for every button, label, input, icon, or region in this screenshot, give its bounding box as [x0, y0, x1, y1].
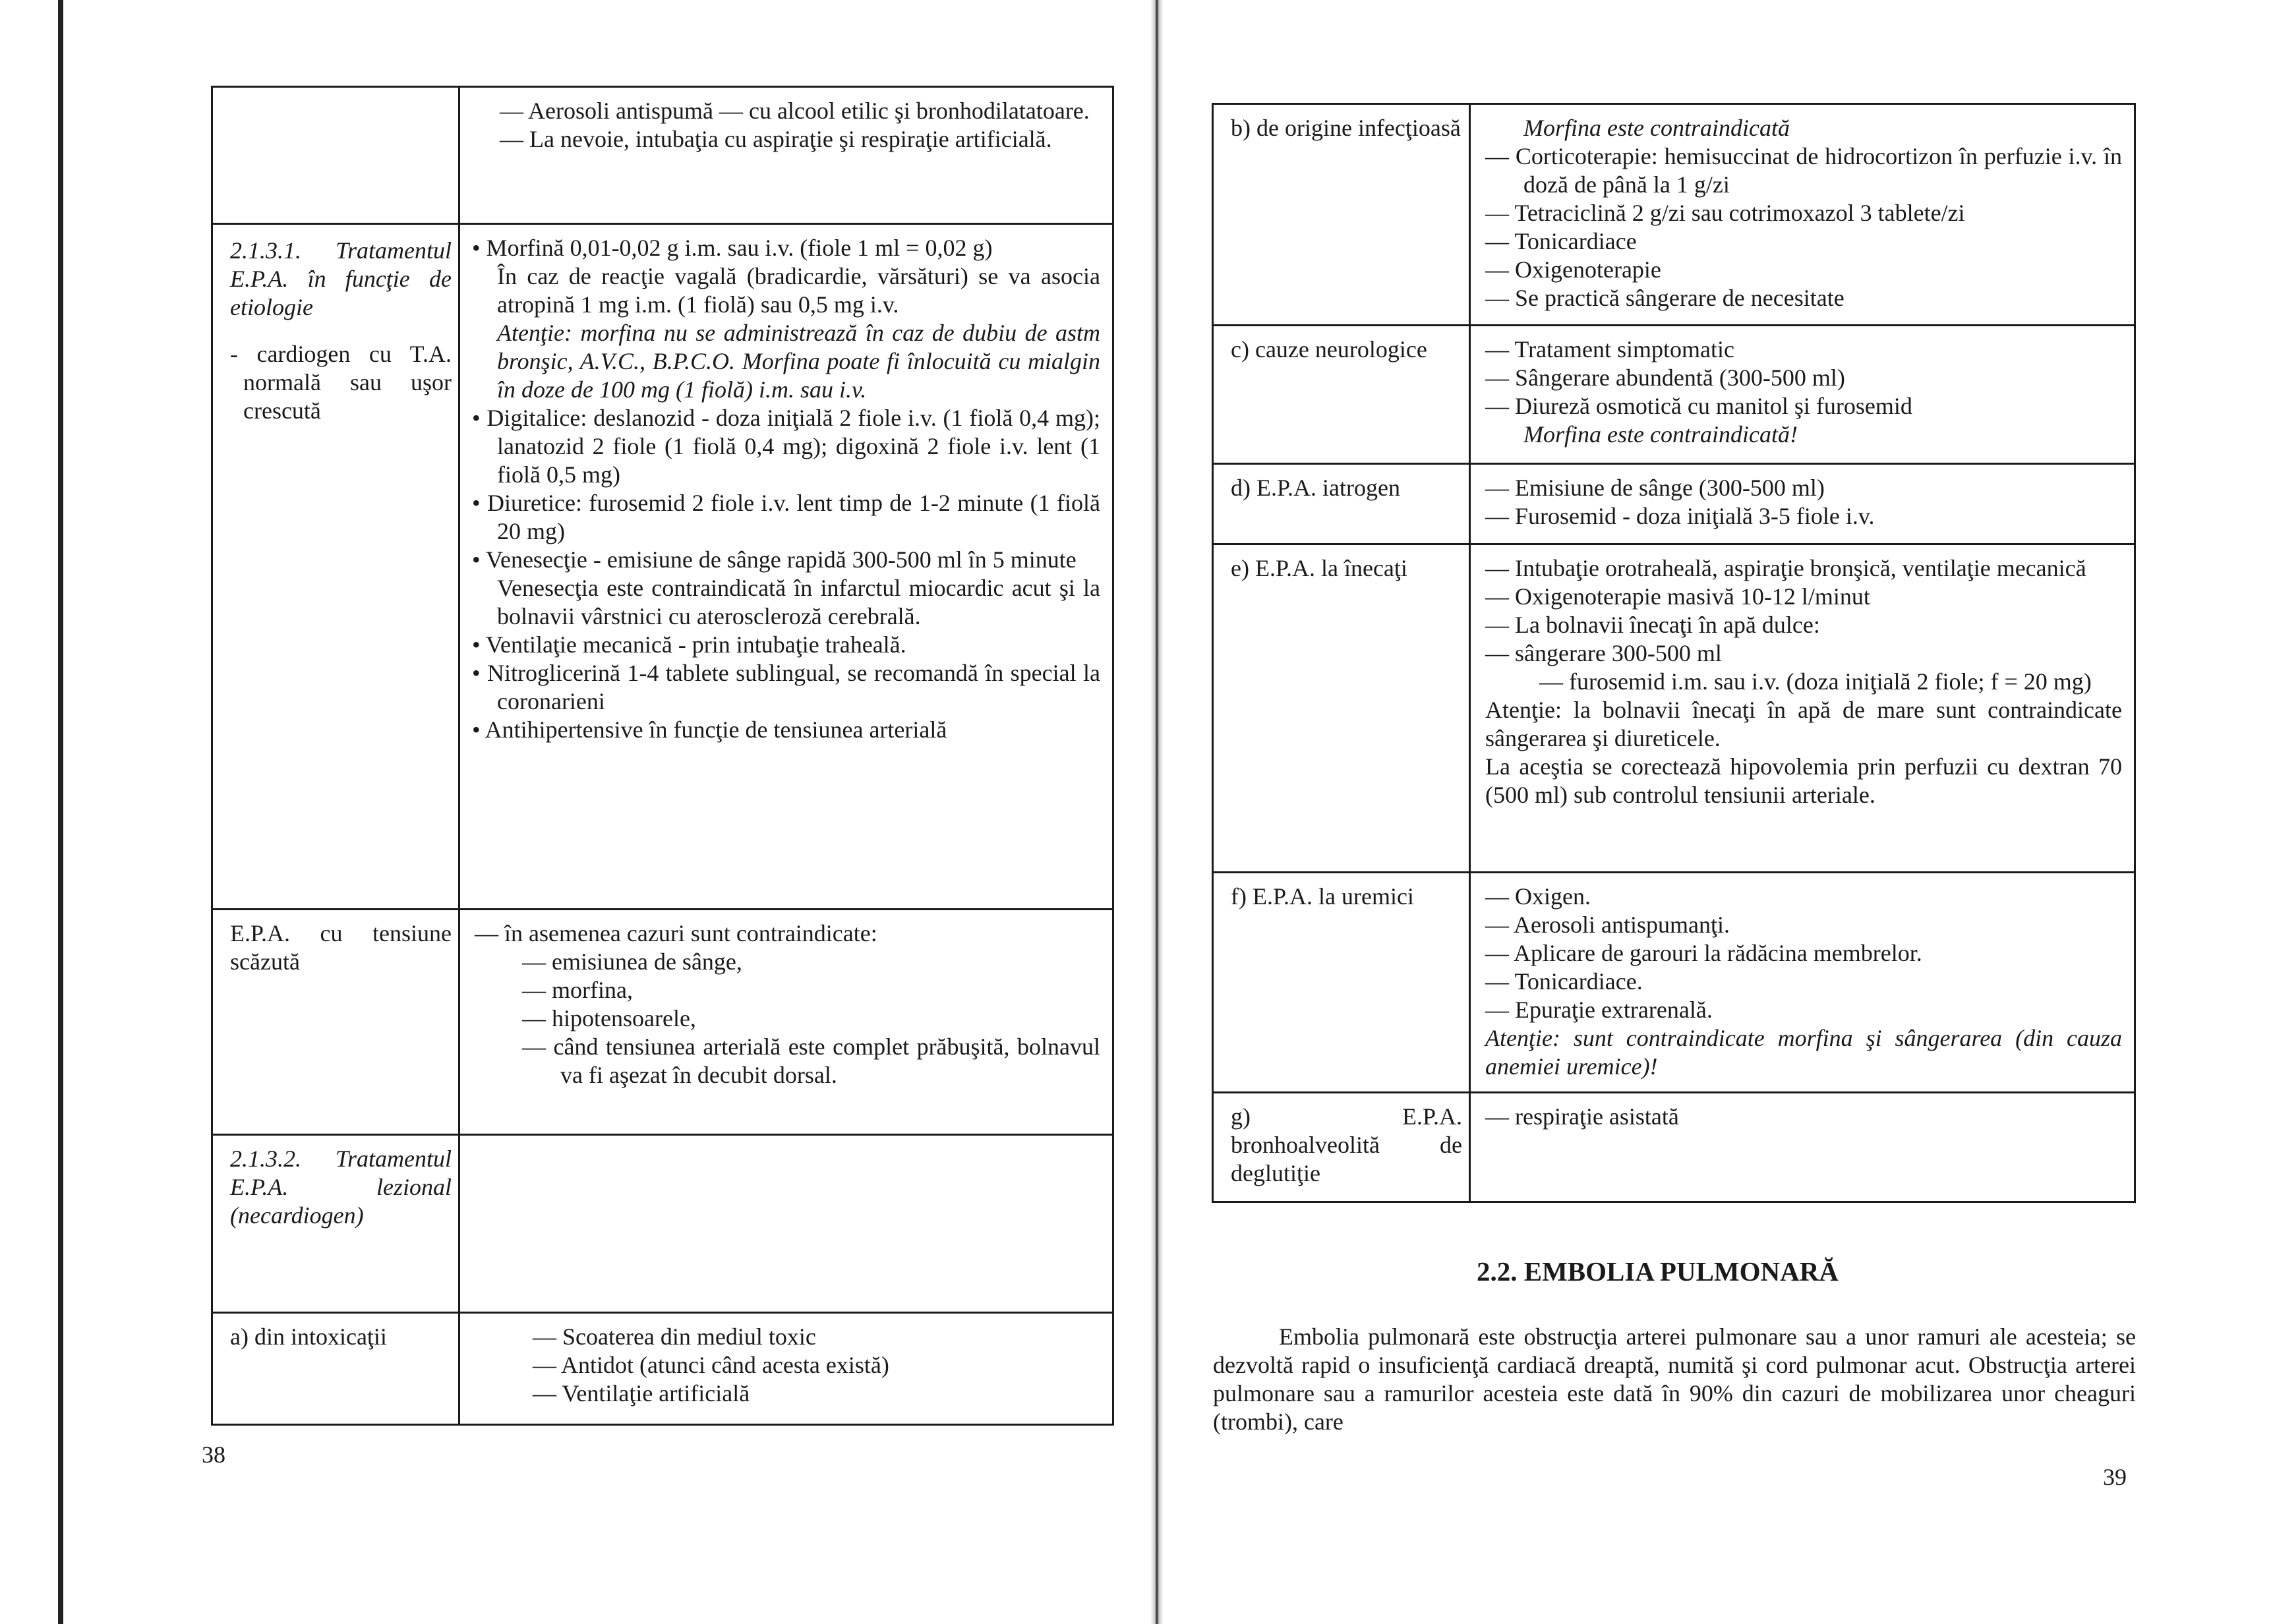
list-item: — sângerare 300-500 ml: [1485, 640, 1722, 666]
row-content: [1470, 1093, 2135, 1202]
table-row: [1213, 326, 2135, 464]
list-item: — Diureză osmotică cu manitol şi furosemid: [1485, 393, 1912, 419]
row-label-text: d) E.P.A. iatrogen: [1231, 475, 1400, 501]
row-content: [459, 87, 1113, 224]
list-item: La aceştia se corectează hipovolemia prin perfuzii cu dextran 70 (500 ml) sub controlul tensiunii arteriale.: [1485, 753, 2122, 808]
table-row: [1213, 104, 2135, 326]
row-label-text: e) E.P.A. la înecaţi: [1231, 555, 1407, 581]
row-content: [459, 224, 1113, 910]
list-item: — Tonicardiace: [1485, 228, 1637, 254]
list-item: — respiraţie asistată: [1485, 1103, 1679, 1130]
list-item: — Aerosoli antispumanţi.: [1485, 912, 1730, 938]
left-treatment-table: [211, 86, 1114, 1426]
table-row: [212, 910, 1113, 1135]
table-row: [212, 1135, 1113, 1313]
list-item: În caz de reacţie vagală (bradicardie, vărsături) se va asocia atropină 1 mg i.m. (1 fiolă) sau 0,5 mg i.v.: [497, 263, 1100, 318]
list-item: — Ventilaţie artificială: [533, 1380, 750, 1406]
row-label: [1213, 104, 1470, 326]
list-item: — Epuraţie extrarenală.: [1485, 997, 1713, 1023]
list-item: — Oxigen.: [1485, 883, 1591, 910]
list-item: — când tensiunea arterială este complet prăbuşită, bolnavul va fi aşezat în decubit dorsal.: [522, 1033, 1100, 1088]
list-item: — emisiunea de sânge,: [522, 948, 742, 975]
warning-note: Atenţie: morfina nu se administrează în caz de dubiu de astm bronşic, A.V.C., B.P.C.O. Morfina poate fi înlocuită cu mialgin în doze de 100 mg (1 fiolă) i.m. sau i.v.: [497, 320, 1100, 403]
list-item: • Antihipertensive în funcţie de tensiunea arterială: [472, 716, 947, 743]
list-item: — Intubaţie orotraheală, aspiraţie bronşică, ventilaţie mecanică: [1485, 555, 2086, 581]
list-item: • Ventilaţie mecanică - prin intubaţie traheală.: [472, 631, 906, 658]
list-item: — Tratament simptomatic: [1485, 336, 1734, 362]
row-label: [212, 87, 459, 224]
table-row: [212, 224, 1113, 910]
row-label: [212, 224, 459, 910]
row-label: [212, 910, 459, 1135]
row-content: [1470, 326, 2135, 464]
table-row: [1213, 464, 2135, 544]
row-label: [1213, 464, 1470, 544]
list-item: — în asemenea cazuri sunt contraindicate:: [475, 920, 877, 946]
body-paragraph: Embolia pulmonară este obstrucţia arterei pulmonare sau a unor ramuri ale acesteia; se dezvoltă rapid o insuficienţă cardiacă dreaptă, numită şi cord pulmonar acut. Obstrucţia arterei pulmonare sau a ramurilor acesteia este dată în 90% din cazuri de mobilizarea unor cheaguri (trombi), care: [1213, 1323, 2136, 1435]
list-item: — morfina,: [522, 977, 633, 1003]
row-content: [1470, 873, 2135, 1093]
list-item: — Aerosoli antispumă — cu alcool etilic şi bronhodilatatoare.: [500, 98, 1090, 124]
list-item: — Tetraciclină 2 g/zi sau cotrimoxazol 3 tablete/zi: [1485, 200, 1965, 226]
row-content: [1470, 544, 2135, 873]
right-treatment-table: [1212, 103, 2136, 1203]
row-content: [459, 1135, 1113, 1313]
list-item: — Se practică sângerare de necesitate: [1485, 285, 1845, 311]
list-item: — Oxigenoterapie masivă 10-12 l/minut: [1485, 583, 1870, 610]
row-label: [1213, 873, 1470, 1093]
list-item: — Furosemid - doza iniţială 3-5 fiole i.v.: [1485, 503, 1875, 529]
list-item: — Aplicare de garouri la rădăcina membrelor.: [1485, 940, 1922, 966]
warning-note: Morfina este contraindicată: [1523, 115, 1790, 141]
list-item: — Tonicardiace.: [1485, 968, 1643, 995]
row-label-text: a) din intoxicaţii: [230, 1323, 387, 1350]
list-item: — Sângerare abundentă (300-500 ml): [1485, 364, 1845, 391]
table-row: [212, 1313, 1113, 1425]
list-item: — Corticoterapie: hemisuccinat de hidrocortizon în perfuzie i.v. în doză de până la 1 g/zi: [1485, 143, 2122, 198]
table-row: [1213, 873, 2135, 1093]
page-number-right: 39: [2103, 1464, 2127, 1490]
table-row: [1213, 1093, 2135, 1202]
list-item: Venesecţia este contraindicată în infarctul miocardic acut şi la bolnavii vârstnici cu ateroscleroză cerebrală.: [497, 575, 1100, 629]
list-item: • Morfină 0,01-0,02 g i.m. sau i.v. (fiole 1 ml = 0,02 g): [472, 235, 993, 261]
list-item: — Scoaterea din mediul toxic: [533, 1323, 816, 1350]
list-item: • Digitalice: deslanozid - doza iniţială 2 fiole i.v. (1 fiolă 0,4 mg); lanatozid 2 fiole (1 fiolă 0,4 mg); digoxină 2 fiole i.v. lent (1 fiolă 0,5 mg): [472, 405, 1100, 488]
row-label-text: c) cauze neurologice: [1231, 336, 1427, 362]
book-gutter: [1150, 0, 1164, 1624]
list-item: — La nevoie, intubaţia cu aspiraţie şi respiraţie artificială.: [500, 126, 1052, 152]
table-row: [212, 87, 1113, 224]
list-item: • Nitroglicerină 1-4 tablete sublingual, se recomandă în special la coronarieni: [472, 660, 1100, 714]
list-item: • Venesecţie - emisiune de sânge rapidă 300-500 ml în 5 minute: [472, 546, 1077, 573]
row-label-text: g) E.P.A. bronhoalveolită de deglutiţie: [1231, 1103, 1462, 1186]
row-label-text: E.P.A. cu tensiune scăzută: [230, 920, 452, 975]
row-label: [212, 1135, 459, 1313]
list-item: — Emisiune de sânge (300-500 ml): [1485, 475, 1825, 501]
row-sublabel: - cardiogen cu T.A. normală sau uşor crescută: [230, 341, 452, 424]
list-item: — Antidot (atunci când acesta există): [533, 1352, 889, 1378]
page-number-left: 38: [202, 1441, 225, 1468]
warning-note: Atenţie: sunt contraindicate morfina şi sângerarea (din cauza anemiei uremice)!: [1485, 1025, 2122, 1080]
row-content: [459, 1313, 1113, 1425]
row-label: [1213, 1093, 1470, 1202]
row-label: [1213, 544, 1470, 873]
row-content: [1470, 464, 2135, 544]
row-label: [212, 1313, 459, 1425]
list-item: — La bolnavii înecaţi în apă dulce:: [1485, 612, 1820, 638]
table-row: [1213, 544, 2135, 873]
subsection-heading: 2.1.3.1. Tratamentul E.P.A. în funcţie de etiologie: [230, 237, 452, 320]
subsection-heading: 2.1.3.2. Tratamentul E.P.A. lezional (necardiogen): [230, 1146, 452, 1229]
row-content: [459, 910, 1113, 1135]
warning-note: [1485, 696, 2122, 753]
scan-edge-left: [58, 0, 63, 1624]
list-item: — hipotensoarele,: [522, 1005, 696, 1031]
row-label-text: b) de origine infecţioasă: [1231, 115, 1461, 141]
row-content: [1470, 104, 2135, 326]
list-item: — furosemid i.m. sau i.v. (doza iniţială 2 fiole; f = 20 mg): [1539, 668, 2092, 695]
row-label-text: f) E.P.A. la uremici: [1231, 883, 1414, 910]
list-item: • Diuretice: furosemid 2 fiole i.v. lent timp de 1-2 minute (1 fiolă 20 mg): [472, 490, 1100, 544]
row-label: [1213, 326, 1470, 464]
section-title: 2.2. EMBOLIA PULMONARĂ: [1477, 1256, 1839, 1287]
warning-note-text: Atenţie: la bolnavii înecaţi în apă de mare sunt contraindicate sângerarea şi diureticele.: [1485, 697, 2122, 751]
warning-note: Morfina este contraindicată!: [1523, 421, 1798, 448]
list-item: — Oxigenoterapie: [1485, 256, 1661, 283]
